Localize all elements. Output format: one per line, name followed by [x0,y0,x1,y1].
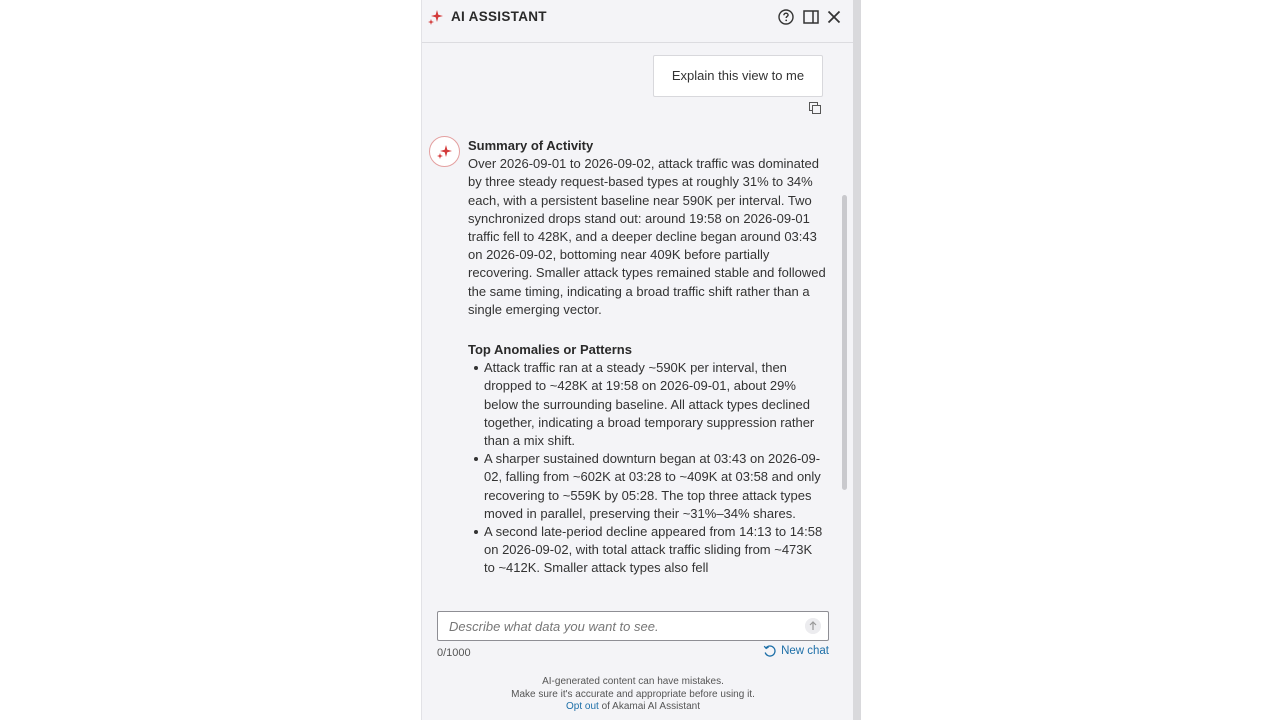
prompt-input-box [437,611,829,641]
opt-out-link[interactable]: Opt out [566,701,599,712]
help-icon[interactable] [777,8,795,26]
summary-text: Over 2026-09-01 to 2026-09-02, attack traffic was dominated by three steady request-based types at roughly 31% to 34% each, with a persistent baseline near 590K per interval. Two synchronized drops stand out: around 19:58 on 2026-09-01 traffic fell to 428K, and a deeper decline began around 03:43 on 2026-09-02, bottoming near 409K before partially recovering. Smaller attack types remained stable and followed the same timing, indicating a broad traffic shift rather than a single emerging vector. [468,156,826,317]
disclaimer-line-2: Make sure it's accurate and appropriate before using it. [511,688,755,700]
list-item: A sharper sustained downturn began at 03:43 on 2026-09-02, falling from ~602K at 03:28 to ~409K at 03:58 and only recovering to ~559K by 05:28. The top three attack types moved in parallel, preserving their ~31%–34% shares. [468,450,826,523]
list-item: Attack traffic ran at a steady ~590K per interval, then dropped to ~428K at 19:58 on 2026-09-01, about 29% below the surrounding baseline. All attack types declined together, indicating a broad temporary suppression rather than a mix shift. [468,359,826,450]
dock-panel-icon[interactable] [802,8,820,26]
sparkle-icon [436,143,454,161]
new-chat-button[interactable] [763,644,829,658]
list-item: A second late-period decline appeared from 14:13 to 14:58 on 2026-09-02, with total attack traffic sliding from ~473K to ~412K. Smaller attack types also fell [468,523,826,578]
refresh-icon [763,644,777,658]
scrollbar[interactable] [842,195,847,490]
user-message: Explain this view to me [653,55,823,97]
panel-title: AI ASSISTANT [451,9,547,24]
disclaimer-line-3 [422,701,844,714]
close-icon[interactable] [825,8,843,26]
panel-resize-edge[interactable] [853,0,861,720]
prompt-input[interactable] [438,612,798,640]
summary-heading: Summary of Activity [468,138,594,153]
copy-icon[interactable] [808,101,822,115]
composer [422,600,854,720]
send-icon[interactable] [805,618,821,634]
disclaimer-line-3-text: of Akamai AI Assistant [598,701,700,712]
panel-header [422,0,854,43]
new-chat-label: New chat [781,645,829,657]
conversation-scroll-area[interactable] [422,43,854,600]
assistant-avatar [429,136,460,167]
ai-assistant-panel [421,0,853,720]
char-counter: 0/1000 [437,647,471,659]
anomalies-list [468,359,826,577]
assistant-answer [468,137,826,578]
disclaimer-line-1: AI-generated content can have mistakes. [542,676,724,687]
anomalies-heading: Top Anomalies or Patterns [468,342,632,358]
ai-disclaimer [422,676,844,714]
sparkle-icon [427,8,445,26]
